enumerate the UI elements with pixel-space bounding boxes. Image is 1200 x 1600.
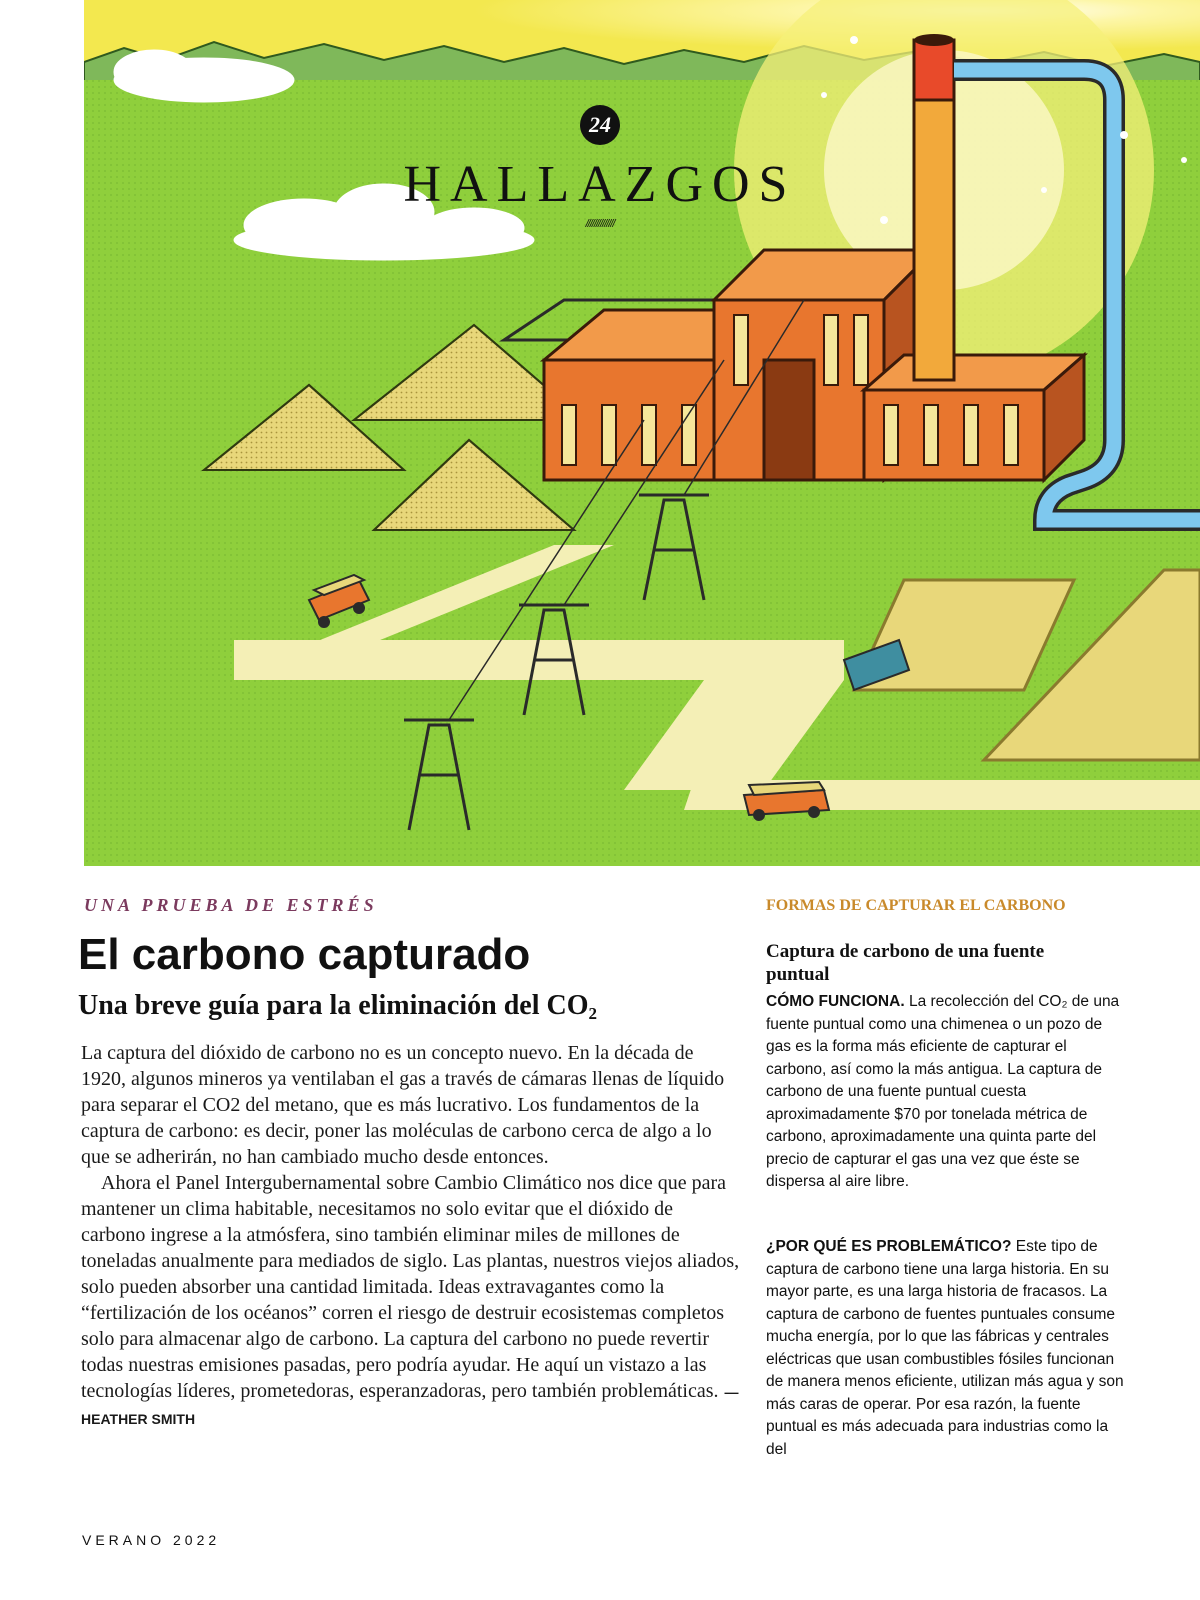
article-subhead	[78, 990, 597, 1024]
byline: —HEATHER SMITH	[81, 1384, 739, 1427]
how-it-works-block	[766, 991, 1131, 1194]
sidebar-subtitle: Captura de carbono de una fuente puntual	[766, 941, 1045, 985]
paragraph-1: La captura del dióxido de carbono no es un concepto nuevo. En la década de 1920, algunos mineros ya ventilaban el gas a través de cámaras llenas de líquido para separar el CO2 del metano, que es más lucrativo. Los fundamentos de la captura de carbono: es decir, poner las moléculas de carbono cerca de algo a lo que se adherirán, no han cambiado mucho desde entonces.	[81, 1042, 725, 1168]
subhead-text: Una breve guía para la eliminación del CO	[78, 990, 589, 1021]
page-number: 24	[580, 105, 620, 145]
why-problematic-label: ¿POR QUÉ ES PROBLEMÁTICO?	[766, 1238, 1012, 1255]
hero-illustration	[84, 0, 1200, 866]
article-kicker: UNA PRUEBA DE ESTRÉS	[84, 895, 378, 915]
paragraph-2-text: Ahora el Panel Intergubernamental sobre Cambio Climático nos dice que para mantener un clima habitable, necesitamos no solo evitar que el dióxido de carbono ingrese a la atmósfera, sino también eliminar miles de millones de toneladas anualmente para mediados de siglo. Las plantas, nuestros viejos aliados, solo pueden absorber una cantidad limitada. Ideas extravagantes como la “fertilización de los océanos” corren el riesgo de destruir ecosistemas completos solo para almacenar algo de carbono. La captura del carbono no puede revertir todas nuestras emisiones pasadas, pero podría ayudar. He aquí un vistazo a las tecnologías líderes, prometedoras, esperanzadoras, pero también problemáticas.	[81, 1172, 740, 1402]
how-it-works-label: CÓMO FUNCIONA.	[766, 993, 905, 1010]
why-problematic-block	[766, 1236, 1131, 1461]
section-title: HALLAZGOS	[403, 156, 797, 213]
section-hatch: //////////////	[585, 218, 615, 230]
why-problematic-text: Este tipo de captura de carbono tiene una larga historia. En su mayor parte, es una larga historia de fracasos. La captura de carbono de fuentes puntuales consume mucha energía, por lo que las fábricas y centrales eléctricas que usan combustibles fósiles funcionan de manera menos eficiente, utilizan más agua y son más caras de operar. Por esa razón, la fuente puntual es más adecuada para industrias como la del	[766, 1238, 1124, 1458]
footer-issue: VERANO 2022	[82, 1532, 221, 1548]
paragraph-2	[81, 1170, 741, 1432]
subhead-subscript: 2	[588, 1004, 597, 1023]
article-headline: El carbono capturado	[78, 930, 531, 979]
sidebar-heading: FORMAS DE CAPTURAR EL CARBONO	[766, 897, 1066, 914]
article-body	[81, 1040, 741, 1432]
factory-carbon-capture-illustration	[84, 0, 1200, 866]
how-it-works-text: La recolección del CO₂ de una fuente puntual como una chimenea o un pozo de gas es la forma más eficiente de capturar el carbono, así como la más antigua. La captura de carbono de una fuente puntual cuesta aproximadamente $70 por tonelada métrica de carbono, aproximadamente una quinta parte del precio de capturar el gas una vez que éste se dispersa al aire libre.	[766, 993, 1120, 1190]
